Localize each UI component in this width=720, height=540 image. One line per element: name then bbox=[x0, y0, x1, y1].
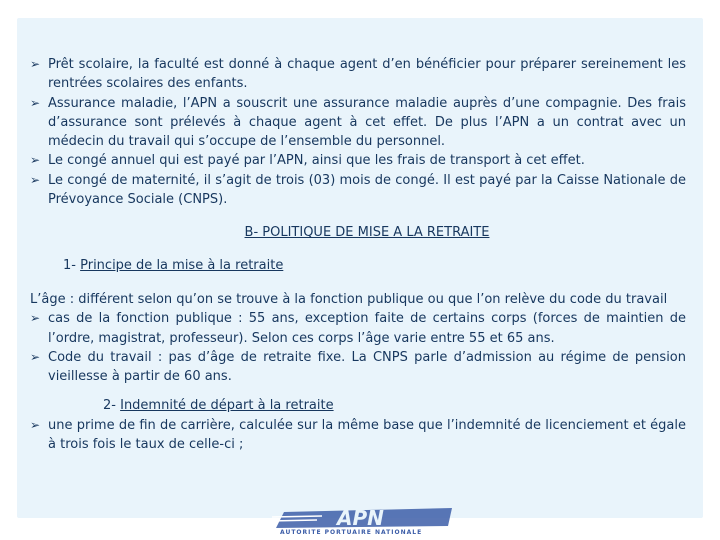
bullet-item bbox=[30, 151, 686, 170]
section-number: 2- bbox=[103, 398, 121, 414]
slide-content bbox=[30, 55, 686, 454]
bullet-item bbox=[30, 55, 686, 94]
bullet-text: Assurance maladie, l’APN a souscrit une assurance maladie auprès d’une compagnie. Des frais d’assurance sont prélevés à chaque agent à cet effet. De plus l’APN a un contrat avec un médecin du travail qui s’occupe de l’ensemble du personnel. bbox=[48, 95, 686, 150]
bullet-text: Le congé de maternité, il s’agit de trois (03) mois de congé. Il est payé par la Caisse Nationale de Prévoyance Sociale (CNPS). bbox=[48, 172, 686, 208]
section-number: 1- bbox=[63, 257, 81, 273]
bullet-item bbox=[30, 348, 686, 387]
section-title: Principe de la mise à la retraite bbox=[80, 257, 284, 273]
logo-text: APN bbox=[337, 506, 384, 530]
arrow-bullet-icon: ➢ bbox=[30, 172, 41, 187]
section-title: Indemnité de départ à la retraite bbox=[120, 398, 334, 414]
section-heading-b: B- POLITIQUE DE MISE A LA RETRAITE bbox=[244, 225, 490, 241]
bullet-text: Prêt scolaire, la faculté est donné à chaque agent d’en bénéficier pour préparer sereinement les rentrées scolaires des enfants. bbox=[48, 57, 686, 92]
apn-logo bbox=[262, 500, 462, 540]
bullet-item bbox=[30, 416, 686, 455]
logo-caption: AUTORITE PORTUAIRE NATIONALE bbox=[280, 529, 423, 536]
bullet-item bbox=[30, 309, 686, 348]
arrow-bullet-icon: ➢ bbox=[30, 95, 41, 110]
bullet-text: Le congé annuel qui est payé par l’APN, ainsi que les frais de transport à cet effet. bbox=[48, 153, 585, 169]
arrow-bullet-icon: ➢ bbox=[30, 153, 41, 168]
arrow-bullet-icon: ➢ bbox=[30, 57, 41, 71]
bullet-item bbox=[30, 171, 686, 210]
section-heading-1 bbox=[30, 256, 686, 275]
bullet-item bbox=[30, 94, 686, 152]
arrow-bullet-icon: ➢ bbox=[30, 417, 41, 432]
age-intro-text: L’âge : différent selon qu’on se trouve à la fonction publique ou que l’on relève du code du travail bbox=[30, 291, 668, 307]
bullet-text: Code du travail : pas d’âge de retraite fixe. La CNPS parle d’admission au régime de pension vieillesse à partir de 60 ans. bbox=[48, 349, 686, 385]
arrow-bullet-icon: ➢ bbox=[30, 311, 41, 326]
arrow-bullet-icon: ➢ bbox=[30, 349, 41, 364]
bullet-text: cas de la fonction publique : 55 ans, exception faite de certains corps (forces de maintien de l’ordre, magistrat, professeur). Selon ces corps l’âge varie entre 55 et 65 ans. bbox=[48, 311, 686, 346]
section-heading-2 bbox=[30, 396, 686, 415]
bullet-text: une prime de fin de carrière, calculée sur la même base que l’indemnité de licenciement et égale à trois fois le taux de celle-ci ; bbox=[48, 417, 686, 453]
